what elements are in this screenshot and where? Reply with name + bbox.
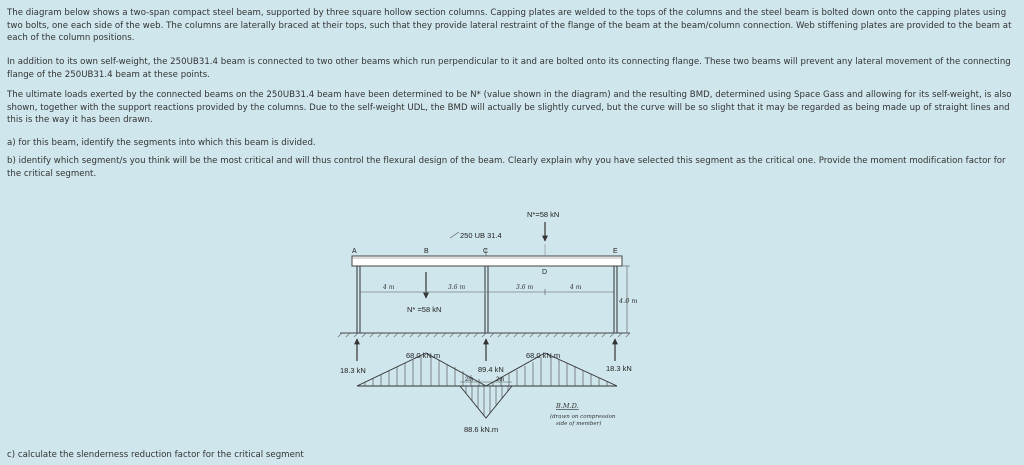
bmd-note-line1: (drawn on compression	[550, 414, 616, 420]
point-e-label: E	[613, 248, 618, 255]
reaction-mid-value: 89.4 kN	[478, 365, 504, 374]
beam-diagram	[330, 206, 670, 436]
intro-paragraph: The diagram below shows a two-span compact steel beam, supported by three square hollow section columns. Capping plates are welded to the tops of the columns and the steel beam is bolted down onto the capping plates using two bolts, one each side of the web. The columns are laterally braced at their tops, such that they provide lateral restraint of the flange of the beam at the beam/column connection. Web stiffening plates are provided to the beam at each of the column positions.	[7, 8, 1012, 44]
point-d-label: D	[542, 269, 548, 276]
bmd-sag-value: 88.6 kN.m	[464, 425, 499, 434]
height-dim-label: 4.0 m	[619, 297, 638, 305]
steel-beam	[352, 256, 622, 266]
question-c: c) calculate the slenderness reduction factor for the critical segment	[7, 450, 304, 460]
point-c-label: C	[483, 248, 489, 255]
beam-section-label: 250 UB 31.4	[460, 231, 502, 240]
column-mid	[485, 266, 488, 333]
reaction-left-value: 18.3 kN	[340, 366, 366, 375]
column-right	[614, 266, 617, 333]
top-load-label: N*=58 kN	[527, 210, 560, 219]
dim-bc: 3.6 m	[448, 284, 466, 291]
ground-line	[338, 333, 630, 337]
question-a: a) for this beam, identify the segments into which this beam is divided.	[7, 138, 316, 148]
bottom-load-label: N* =58 kN	[407, 305, 442, 314]
point-a-label: A	[352, 248, 357, 255]
beam-label-leader	[450, 232, 459, 238]
question-b: b) identify which segment/s you think will be the most critical and will thus control the flexural design of the beam. Clearly explain why you have selected this segment as the critical one. Provide the moment modification factor for the critical segment.	[7, 156, 1006, 179]
dim-cd: 3.6 m	[516, 284, 534, 291]
dim-ab: 4 m	[383, 284, 395, 291]
bmd-note-line2: side of member)	[556, 421, 602, 427]
point-b-label: B	[424, 248, 429, 255]
bmd-right-hog-value: 68.0 kN.m	[526, 351, 561, 360]
column-left	[357, 266, 360, 333]
bmd-left-hog-value: 68.0 kN.m	[406, 351, 441, 360]
beam-connection-paragraph: In addition to its own self-weight, the 250UB31.4 beam is connected to two other beams which run perpendicular to it and are bolted onto its connecting flange. These two beams will prevent any lateral movement of the connecting flange of the 250UB31.4 beam at these points.	[7, 57, 1011, 80]
bmd-label: B.M.D.	[556, 402, 579, 410]
bmd-dim-right: 2m	[496, 377, 505, 383]
bmd-dim-left: 2m	[465, 377, 474, 383]
loads-paragraph: The ultimate loads exerted by the connected beams on the 250UB31.4 beam have been determined to be N* (value shown in the diagram) and the resulting BMD, determined using Space Gass and allowing for its self-weight, is also shown, together with the support reactions provided by the columns. Due to the self-weight UDL, the BMD will actually be slightly curved, but the curve will be so slight that it may be regarded as being made up of straight lines and this is the way it has been drawn.	[7, 90, 1012, 126]
dim-de: 4 m	[570, 284, 582, 291]
reaction-right-value: 18.3 kN	[606, 364, 632, 373]
